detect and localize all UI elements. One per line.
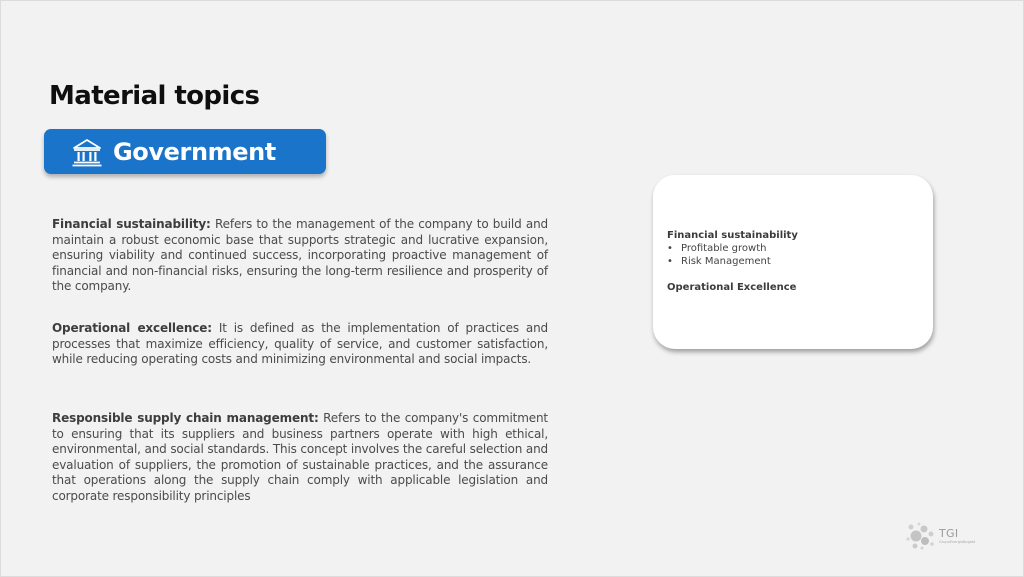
term: Responsible supply chain management: [52, 411, 319, 425]
logo-name: TGI [939, 527, 959, 540]
financial-sustainability-description [52, 217, 548, 295]
card-heading: Financial sustainability [667, 230, 798, 241]
definition: It is defined as the implementation of practices and processes that maximize efficiency, quality of service, and customer satisfaction, while reducing operating costs and minimizing environmental and social impacts. [52, 321, 548, 366]
logo-tagline: GrupoEnergiaBogotá [939, 540, 976, 544]
term: Operational excellence: [52, 321, 212, 335]
definition: Refers to the management of the company to build and maintain a robust economic base that supports strategic and lucrative expansion, ensuring viability and continued success, incorporating proactive management of financial and non-financial risks, ensuring the long-term resilience and prosperity of the company. [52, 217, 548, 293]
company-logo [905, 521, 989, 551]
topics-card-content [667, 229, 798, 294]
topics-card [653, 175, 933, 349]
card-list [667, 242, 798, 268]
page-title: Material topics [49, 81, 260, 111]
supply-chain-description [52, 411, 548, 504]
card-heading: Operational Excellence [667, 282, 797, 293]
list-item: • Profitable growth [667, 242, 798, 255]
tgi-dots-logo-icon [905, 521, 937, 551]
badge-label: Government [113, 138, 276, 166]
list-item: • Risk Management [667, 255, 798, 268]
definition: Refers to the company's commitment to ensuring that its suppliers and business partners operate with high ethical, environmental, and social standards. This concept involves the careful selection and evaluation of suppliers, the promotion of sustainable practices, and the assurance that operations along the supply chain comply with applicable legislation and corporate responsibility principles [52, 411, 548, 503]
government-badge [44, 129, 326, 174]
government-building-icon [71, 137, 103, 167]
operational-excellence-description [52, 321, 548, 368]
term: Financial sustainability: [52, 217, 211, 231]
